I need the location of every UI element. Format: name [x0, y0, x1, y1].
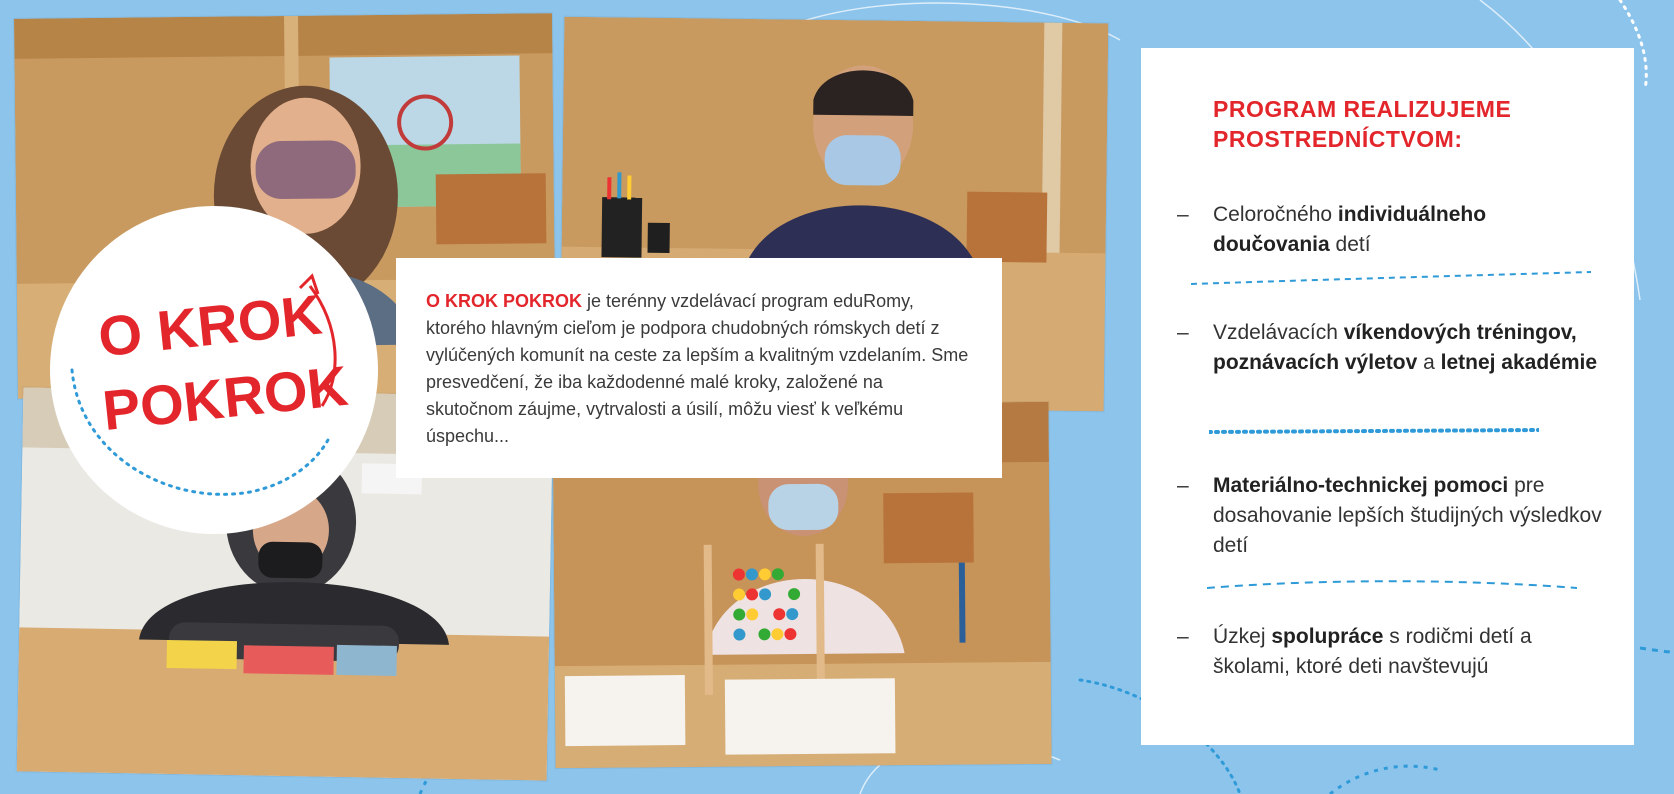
list-dash: – — [1177, 321, 1189, 344]
list-item — [1177, 200, 1603, 260]
separator-wavy-dashed — [1207, 576, 1577, 596]
list-item — [1177, 622, 1603, 682]
item-text: detí — [1329, 233, 1371, 256]
intro-body-text: je terénny vzdelávací program eduRomy, ktorého hlavným cieľom je podpora chudobných rómskych detí z vylúčených komunít na ceste za lepším a kvalitným vzdelaním. Sme presvedčení, že iba každodenné malé kroky, založené na skutočnom záujme, vytrvalosti a úsilí, môžu viesť k veľkému úspechu... — [426, 291, 969, 446]
logo-line-2: POKROK — [99, 353, 351, 443]
item-bold-text: individuálneho doučovania — [1213, 203, 1487, 256]
item-text: Vzdelávacích — [1213, 321, 1344, 344]
separator-dotted — [1209, 420, 1539, 440]
item-text: Úzkej — [1213, 625, 1272, 648]
item-text: Celoročného — [1213, 203, 1338, 226]
intro-box — [396, 258, 1002, 478]
list-dash: – — [1177, 474, 1189, 497]
separator-dashed — [1191, 270, 1591, 290]
item-text: a — [1417, 351, 1441, 374]
item-text: pre dosahovanie lepších študijných výsledkov detí — [1213, 474, 1602, 557]
list-dash: – — [1177, 625, 1189, 648]
intro-brand-name: O KROK POKROK — [426, 291, 583, 311]
list-item — [1177, 318, 1603, 378]
logo-o-krok-pokrok — [50, 206, 378, 534]
list-dash: – — [1177, 203, 1189, 226]
item-bold-text: Materiálno-technickej pomoci — [1213, 474, 1509, 497]
intro-paragraph — [426, 288, 974, 450]
item-text: s rodičmi detí a školami, ktoré deti navštevujú — [1213, 625, 1532, 678]
logo-line-1: O KROK — [95, 282, 325, 369]
list-item — [1177, 471, 1603, 561]
item-bold-text: spolupráce — [1271, 625, 1384, 648]
item-bold-text: letnej akadémie — [1440, 351, 1598, 374]
program-panel — [1141, 48, 1634, 745]
panel-title: PROGRAM REALIZUJEME PROSTREDNÍCTVOM: — [1213, 96, 1512, 152]
item-bold-text: víkendových tréningov, poznávacích výletov — [1213, 321, 1577, 374]
